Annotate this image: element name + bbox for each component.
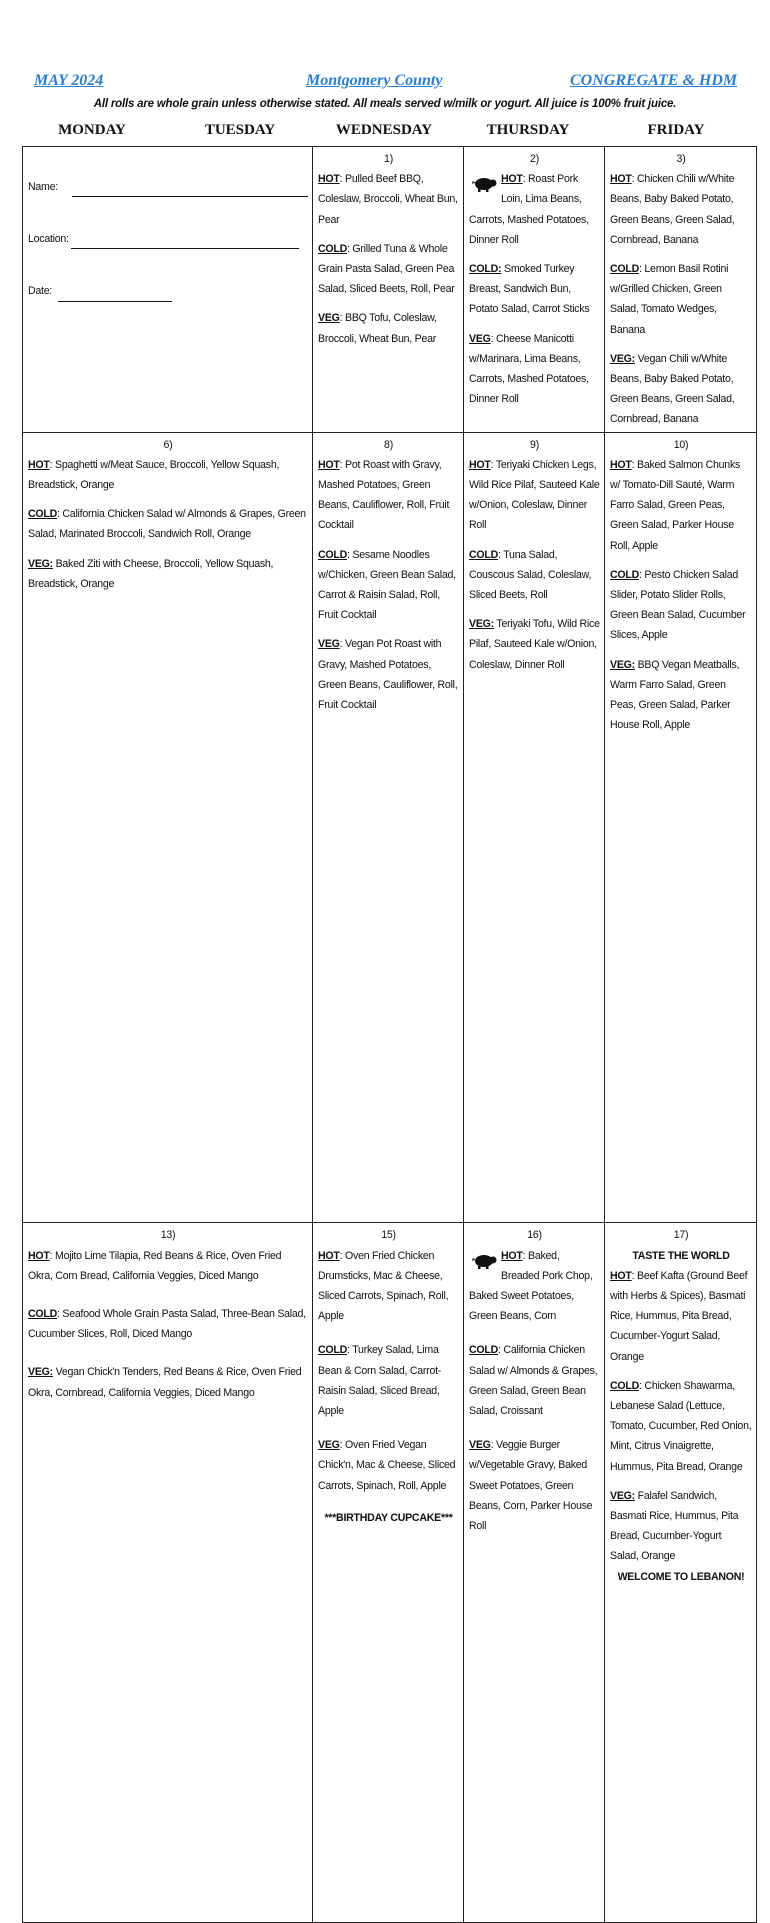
pig-icon: [471, 1252, 497, 1270]
name-field[interactable]: [28, 177, 308, 197]
veg-meal: [610, 349, 752, 430]
name-label: Name:: [28, 177, 58, 197]
veg-meal: [318, 634, 459, 715]
cold-items: : California Chicken Salad w/ Almonds & Grapes, Green Salad, Green Bean Salad, Croissant: [469, 1344, 597, 1417]
veg-label: VEG:: [610, 1490, 635, 1502]
day-cell-may-17: [605, 1223, 757, 1923]
cold-items: : Sesame Noodles w/Chicken, Green Bean Salad, Carrot & Raisin Salad, Roll, Fruit Cocktail: [318, 549, 456, 622]
day-cell-may-3: [605, 147, 757, 433]
cold-meal: [28, 504, 308, 544]
cold-meal: [469, 1340, 600, 1421]
hot-label: HOT: [501, 1250, 523, 1262]
hot-items: : Pot Roast with Gravy, Mashed Potatoes, Green Beans, Cauliflower, Roll, Fruit Cocktail: [318, 459, 449, 532]
veg-items: BBQ Vegan Meatballs, Warm Farro Salad, Green Peas, Green Salad, Parker House Roll, Apple: [610, 659, 739, 732]
hot-label: HOT: [318, 173, 340, 185]
cold-meal: [318, 239, 459, 300]
cold-items: : Chicken Shawarma, Lebanese Salad (Lettuce, Tomato, Cucumber, Red Onion, Mint, Citrus Vinaigrette, Hummus, Pita Bread, Orange: [610, 1380, 751, 1473]
cold-meal: [28, 1304, 308, 1344]
day-cell-may-1: [313, 147, 464, 433]
location-field[interactable]: [28, 229, 308, 249]
location-label: Location:: [28, 229, 69, 249]
veg-label: VEG:: [28, 1366, 53, 1378]
menu-note: All rolls are whole grain unless otherwise stated. All meals served w/milk or yogurt. All juice is 100% fruit juice.: [0, 98, 770, 110]
location-line[interactable]: [71, 232, 299, 249]
veg-items: : Vegan Pot Roast with Gravy, Mashed Potatoes, Green Beans, Cauliflower, Roll, Fruit Cocktail: [318, 638, 457, 711]
form-cell: [23, 147, 313, 433]
veg-meal: [469, 329, 600, 410]
cold-label: COLD: [469, 1344, 498, 1356]
cold-items: : Pesto Chicken Salad Slider, Potato Slider Rolls, Green Bean Salad, Cucumber Slices, Apple: [610, 569, 745, 642]
hot-items: : Teriyaki Chicken Legs, Wild Rice Pilaf, Sauteed Kale w/Onion, Coleslaw, Dinner Roll: [469, 459, 600, 532]
hot-label: HOT: [610, 459, 632, 471]
hot-label: HOT: [318, 459, 340, 471]
cold-label: COLD: [469, 549, 498, 561]
program-title: CONGREGATE & HDM: [570, 72, 737, 90]
veg-label: VEG:: [28, 558, 53, 570]
cold-items: Smoked Turkey Breast, Sandwich Bun, Potato Salad, Carrot Sticks: [469, 263, 589, 315]
veg-meal: [28, 1362, 308, 1402]
cold-items: : Turkey Salad, Lima Bean & Corn Salad, Carrot-Raisin Salad, Sliced Bread, Apple: [318, 1344, 441, 1417]
hot-label: HOT: [469, 459, 491, 471]
day-cell-may-2: [464, 147, 605, 433]
hot-meal: [28, 455, 308, 495]
cold-label: COLD: [318, 549, 347, 561]
veg-label: VEG: [318, 312, 340, 324]
hot-meal: [318, 455, 459, 536]
date-number: 2): [469, 149, 600, 169]
pig-icon: [471, 175, 497, 193]
veg-label: VEG: [318, 638, 340, 650]
veg-label: VEG: [469, 333, 491, 345]
date-number: 10): [610, 435, 752, 455]
hot-meal: [610, 1266, 752, 1367]
menu-header: [34, 72, 734, 94]
veg-items: : Oven Fried Vegan Chick'n, Mac & Cheese, Sliced Carrots, Spinach, Roll, Apple: [318, 1439, 455, 1491]
veg-items: Falafel Sandwich, Basmati Rice, Hummus, Pita Bread, Cucumber-Yogurt Salad, Orange: [610, 1490, 738, 1563]
welcome-note: WELCOME TO LEBANON!: [610, 1567, 752, 1587]
hot-label: HOT: [28, 1250, 50, 1262]
day-header-friday: FRIDAY: [606, 122, 746, 139]
veg-meal: [318, 308, 459, 348]
hot-items: : Chicken Chili w/White Beans, Baby Baked Potato, Green Beans, Green Salad, Cornbread, Banana: [610, 173, 735, 246]
veg-items: Vegan Chick'n Tenders, Red Beans & Rice, Oven Fried Okra, Cornbread, California Veggies, Diced Mango: [28, 1366, 301, 1398]
veg-label: VEG:: [469, 618, 494, 630]
cold-label: COLD: [610, 263, 639, 275]
menu-calendar: [22, 146, 757, 1923]
veg-label: VEG: [469, 1439, 491, 1451]
birthday-cupcake-note: ***BIRTHDAY CUPCAKE***: [318, 1508, 459, 1528]
date-label: Date:: [28, 281, 52, 301]
veg-items: : BBQ Tofu, Coleslaw, Broccoli, Wheat Bun, Pear: [318, 312, 437, 344]
date-number: 9): [469, 435, 600, 455]
day-cell-may-9: [464, 432, 605, 1223]
cold-items: : Seafood Whole Grain Pasta Salad, Three-Bean Salad, Cucumber Slices, Roll, Diced Mango: [28, 1308, 306, 1340]
hot-items: : Beef Kafta (Ground Beef with Herbs & Spices), Basmati Rice, Hummus, Pita Bread, Cucumber-Yogurt Salad, Orange: [610, 1270, 747, 1363]
cold-label: COLD: [28, 1308, 57, 1320]
name-line[interactable]: [72, 180, 308, 197]
date-field[interactable]: [28, 281, 308, 301]
veg-label: VEG:: [610, 353, 635, 365]
hot-meal: [469, 455, 600, 536]
cold-meal: [469, 545, 600, 606]
hot-meal: [28, 1246, 308, 1286]
veg-label: VEG:: [610, 659, 635, 671]
hot-meal: [610, 169, 752, 250]
hot-meal: [318, 1246, 459, 1327]
date-number: 3): [610, 149, 752, 169]
cold-items: : Lemon Basil Rotini w/Grilled Chicken, Green Salad, Tomato Wedges, Banana: [610, 263, 728, 336]
day-cell-may-16: [464, 1223, 605, 1923]
hot-label: HOT: [610, 1270, 632, 1282]
hot-label: HOT: [501, 173, 523, 185]
cold-meal: [610, 565, 752, 646]
day-cell-may-13: [23, 1223, 313, 1923]
date-number: 8): [318, 435, 459, 455]
cold-meal: [469, 259, 600, 320]
day-header-monday: MONDAY: [22, 122, 162, 139]
date-line[interactable]: [58, 285, 172, 302]
date-number: 6): [28, 435, 308, 455]
veg-meal: [610, 655, 752, 736]
veg-items: Baked Ziti with Cheese, Broccoli, Yellow Squash, Breadstick, Orange: [28, 558, 273, 590]
hot-meal: [318, 169, 459, 230]
hot-meal: [610, 455, 752, 556]
veg-meal: [28, 554, 308, 594]
day-header-wednesday: WEDNESDAY: [314, 122, 454, 139]
cold-meal: [610, 1376, 752, 1477]
day-cell-may-10: [605, 432, 757, 1223]
cold-label: COLD: [28, 508, 57, 520]
date-number: 17): [610, 1225, 752, 1245]
hot-items: : Mojito Lime Tilapia, Red Beans & Rice, Oven Fried Okra, Corn Bread, California Veggies, Diced Mango: [28, 1250, 281, 1282]
veg-meal: [318, 1435, 459, 1496]
hot-meal: [469, 169, 600, 250]
cold-label: COLD: [318, 243, 347, 255]
veg-items: : Cheese Manicotti w/Marinara, Lima Beans, Carrots, Mashed Potatoes, Dinner Roll: [469, 333, 589, 406]
cold-meal: [318, 1340, 459, 1421]
week-row-3: [23, 1223, 757, 1923]
cold-items: : Grilled Tuna & Whole Grain Pasta Salad, Green Pea Salad, Sliced Beets, Roll, Pear: [318, 243, 455, 295]
cold-label: COLD: [318, 1344, 347, 1356]
month-title: MAY 2024: [34, 72, 103, 90]
veg-meal: [469, 1435, 600, 1536]
day-header-thursday: THURSDAY: [458, 122, 598, 139]
veg-meal: [610, 1486, 752, 1567]
date-number: 16): [469, 1225, 600, 1245]
cold-items: : Tuna Salad, Couscous Salad, Coleslaw, Sliced Beets, Roll: [469, 549, 591, 601]
day-header-tuesday: TUESDAY: [170, 122, 310, 139]
hot-items: : Baked Salmon Chunks w/ Tomato-Dill Sauté, Warm Farro Salad, Green Peas, Green Salad, Parker House Roll, Apple: [610, 459, 740, 552]
cold-label: COLD:: [469, 263, 501, 275]
week-row-2: [23, 432, 757, 1223]
hot-meal: [469, 1246, 600, 1327]
week-row-1: [23, 147, 757, 433]
cold-label: COLD: [610, 569, 639, 581]
day-cell-may-15: [313, 1223, 464, 1923]
hot-label: HOT: [28, 459, 50, 471]
cold-meal: [610, 259, 752, 340]
veg-items: Vegan Chili w/White Beans, Baby Baked Potato, Green Beans, Green Salad, Cornbread, Banana: [610, 353, 735, 426]
cold-label: COLD: [610, 1380, 639, 1392]
day-cell-may-6: [23, 432, 313, 1223]
theme-title: TASTE THE WORLD: [610, 1246, 752, 1266]
cold-meal: [318, 545, 459, 626]
cold-items: : California Chicken Salad w/ Almonds & Grapes, Green Salad, Marinated Broccoli, Sandwich Roll, Orange: [28, 508, 306, 540]
day-headers: [22, 122, 756, 144]
veg-label: VEG: [318, 1439, 340, 1451]
hot-items: : Roast Pork Loin, Lima Beans, Carrots, Mashed Potatoes, Dinner Roll: [469, 173, 589, 246]
hot-items: : Spaghetti w/Meat Sauce, Broccoli, Yellow Squash, Breadstick, Orange: [28, 459, 279, 491]
hot-items: : Oven Fried Chicken Drumsticks, Mac & Cheese, Sliced Carrots, Spinach, Roll, Apple: [318, 1250, 448, 1323]
veg-items: Teriyaki Tofu, Wild Rice Pilaf, Sauteed Kale w/Onion, Coleslaw, Dinner Roll: [469, 618, 600, 670]
hot-items: : Baked, Breaded Pork Chop, Baked Sweet Potatoes, Green Beans, Corn: [469, 1250, 593, 1323]
date-number: 13): [28, 1225, 308, 1245]
hot-label: HOT: [610, 173, 632, 185]
veg-items: : Veggie Burger w/Vegetable Gravy, Baked Sweet Potatoes, Green Beans, Corn, Parker House Roll: [469, 1439, 592, 1532]
date-number: 15): [318, 1225, 459, 1245]
county-title: Montgomery County: [306, 72, 442, 90]
day-cell-may-8: [313, 432, 464, 1223]
hot-label: HOT: [318, 1250, 340, 1262]
veg-meal: [469, 614, 600, 675]
hot-items: : Pulled Beef BBQ, Coleslaw, Broccoli, Wheat Bun, Pear: [318, 173, 458, 225]
date-number: 1): [318, 149, 459, 169]
